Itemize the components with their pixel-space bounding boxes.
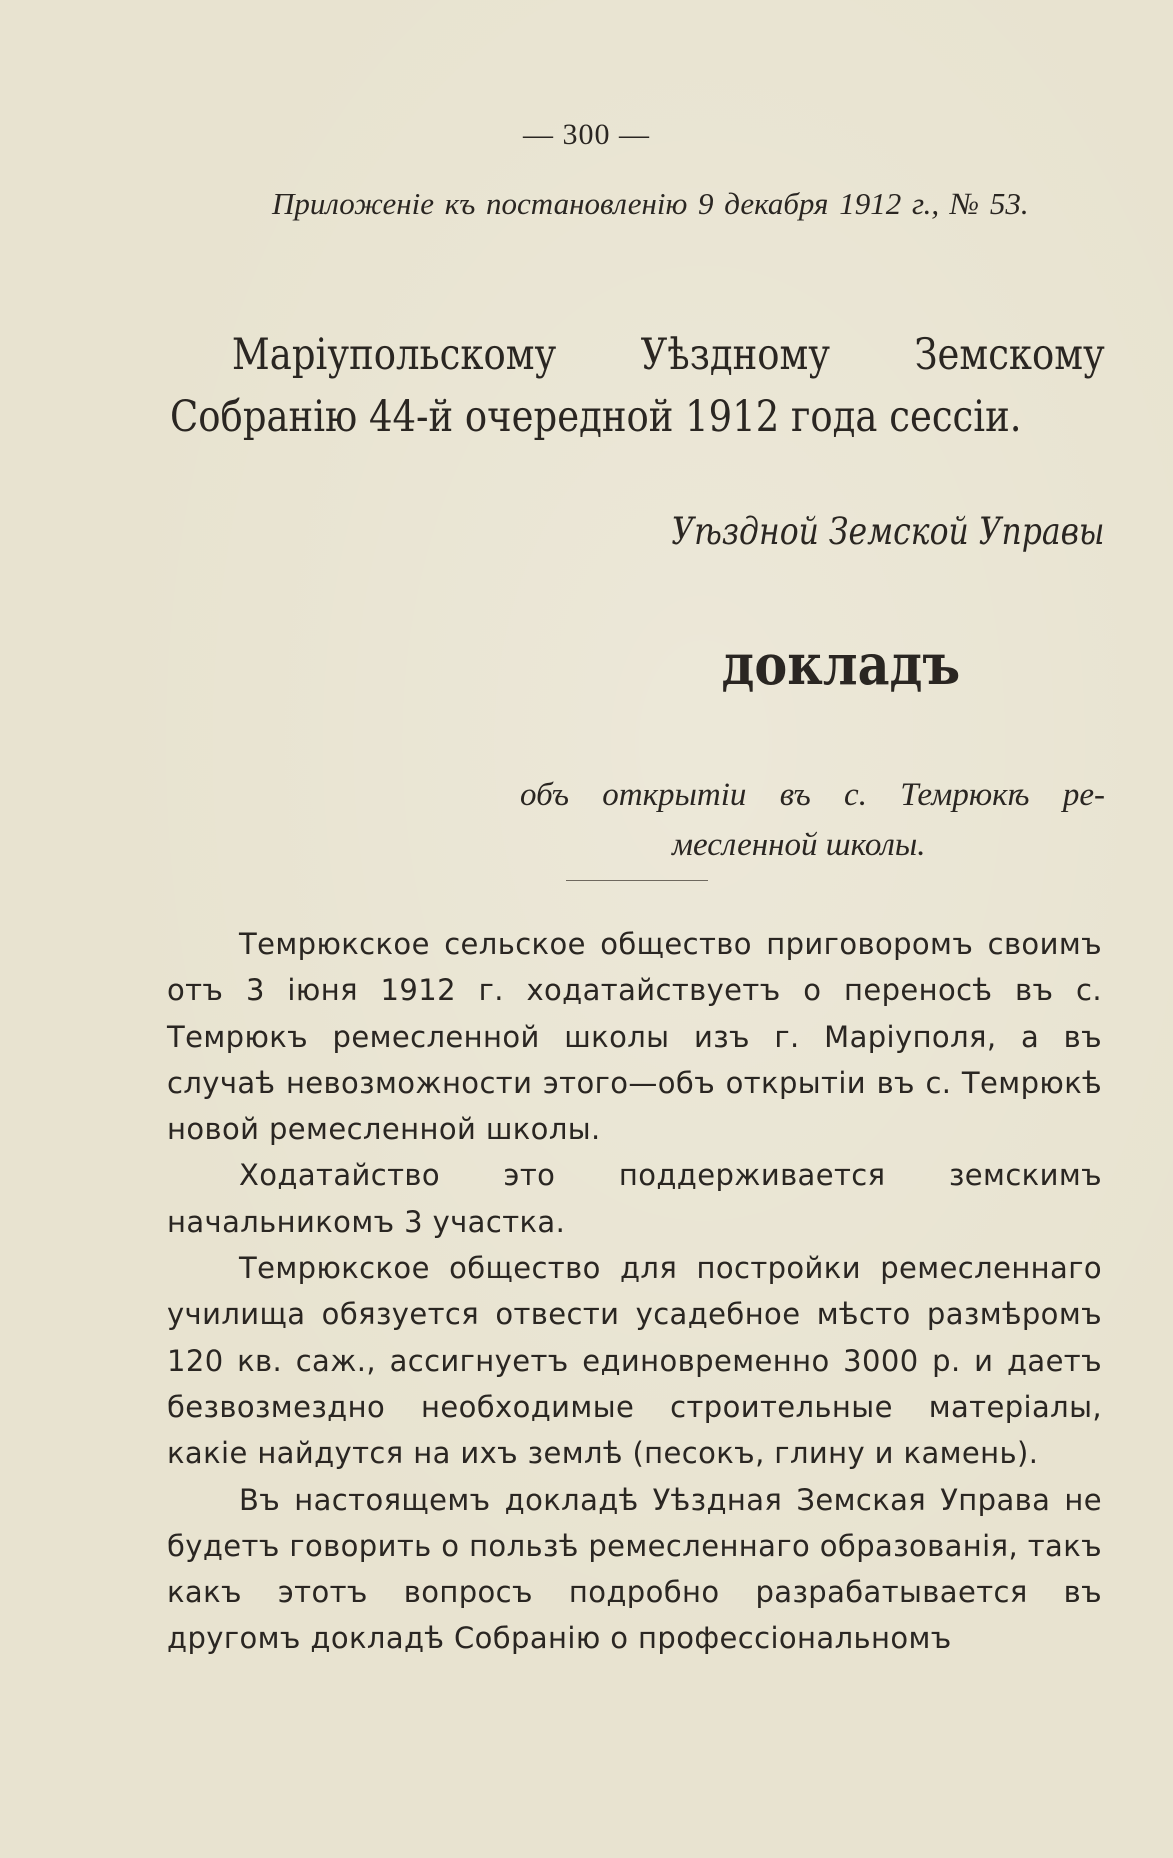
appendix-note: Приложеніе къ постановленію 9 декабря 1912 г., № 53. (272, 186, 1029, 221)
addressee-heading (170, 324, 1105, 448)
subject-line-1: объ открытіи въ с. Темрюкѣ ре- (520, 777, 1105, 813)
document-title-text: докладъ (721, 632, 960, 698)
paragraph: Темрюкское сельское общество приговоромъ своимъ отъ 3 іюня 1912 г. ходатайствуетъ о переносѣ въ с. Темрюкъ ремесленной школы изъ г. Маріуполя, а въ случаѣ невозможности этого—объ открытіи въ с. Темрюкѣ новой ремесленной школы. (167, 927, 1102, 1147)
report-body (167, 921, 1102, 1662)
document-title (0, 632, 960, 698)
subject-line-2: месленной школы. (672, 827, 926, 863)
report-subject (520, 770, 1105, 870)
addressee-text: Маріупольскому Уѣздному Земскому Собранію 44-й очередной 1912 года сессіи. (170, 330, 1105, 442)
from-board-text: Уѣздной Земской Управы (671, 510, 1105, 553)
paragraph: Темрюкское общество для постройки ремесленнаго училища обязуется отвести усадебное мѣсто размѣромъ 120 кв. саж., ассигнуетъ единовременно 3000 р. и даетъ безвозмездно необходимые строительные матеріалы, какіе найдутся на ихъ землѣ (песокъ, глину и камень). (167, 1251, 1102, 1471)
paragraph: Ходатайство это поддерживается земскимъ начальникомъ 3 участка. (167, 1158, 1102, 1239)
paragraph: Въ настоящемъ докладѣ Уѣздная Земская Управа не будетъ говорить о пользѣ ремесленнаго образованія, такъ какъ этотъ вопросъ подробно разрабатывается въ другомъ докладѣ Собранію о профессіональномъ (167, 1482, 1102, 1656)
from-board (0, 510, 1105, 553)
divider-rule (566, 880, 708, 881)
page-number: — 300 — (523, 118, 650, 151)
